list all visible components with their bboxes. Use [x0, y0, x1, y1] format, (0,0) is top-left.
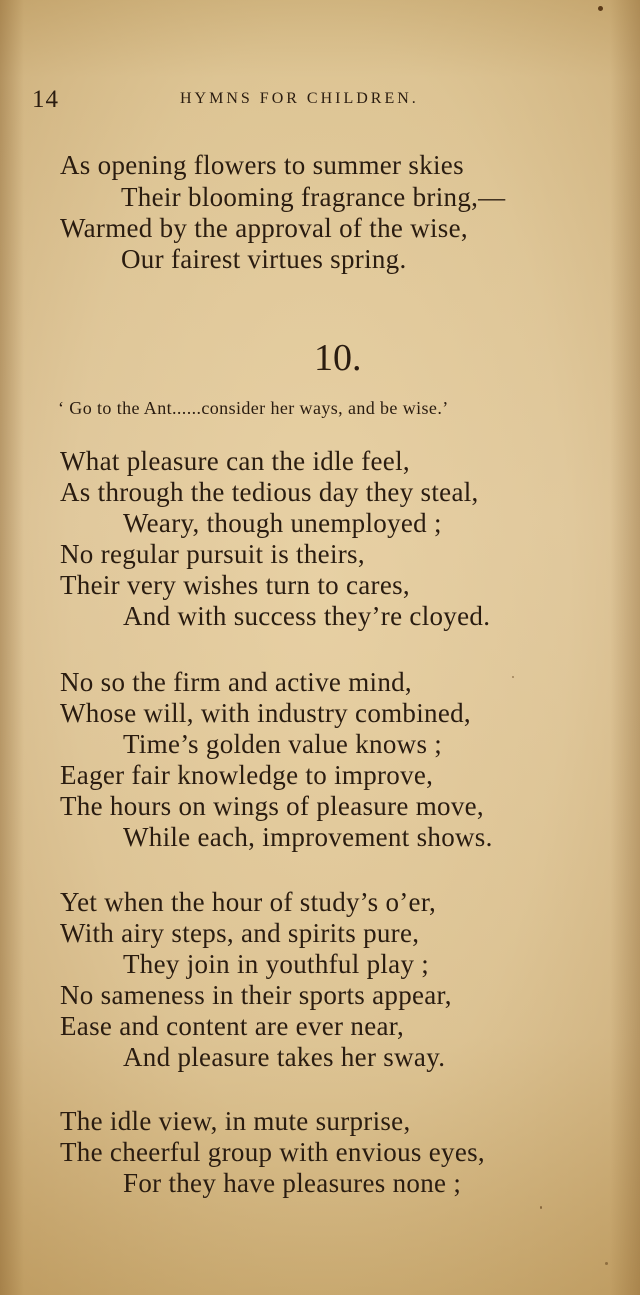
verse-line: No so the firm and active mind, [60, 667, 412, 697]
verse-line: Warmed by the approval of the wise, [60, 213, 468, 243]
verse-line: Time’s golden value knows ; [123, 729, 443, 759]
epigraph: ‘ Go to the Ant......consider her ways, and be wise.’ [58, 398, 449, 418]
verse-line: Ease and content are ever near, [60, 1011, 405, 1041]
verse-line: As opening flowers to summer skies [60, 150, 464, 180]
paper-speck [605, 1262, 608, 1265]
paper-speck [598, 6, 603, 11]
verse-line: While each, improvement shows. [123, 822, 493, 852]
verse-line: Whose will, with industry combined, [60, 698, 471, 728]
verse-line: And with success they’re cloyed. [123, 601, 491, 631]
page-edge-shadow-right [610, 0, 640, 1295]
verse-line: As through the tedious day they steal, [60, 477, 479, 507]
verse-line: The idle view, in mute surprise, [60, 1106, 411, 1136]
verse-line: Eager fair knowledge to improve, [60, 760, 434, 790]
verse-line: Our fairest virtues spring. [121, 244, 407, 274]
verse-line: Weary, though unemployed ; [123, 508, 442, 538]
verse-line: With airy steps, and spirits pure, [60, 918, 420, 948]
paper-speck [512, 676, 514, 678]
verse-line: The cheerful group with envious eyes, [60, 1137, 485, 1167]
paper-speck [540, 1206, 542, 1209]
verse-line: Their blooming fragrance bring,— [121, 182, 506, 212]
verse-line: And pleasure takes her sway. [123, 1042, 446, 1072]
verse-line: What pleasure can the idle feel, [60, 446, 410, 476]
running-head: HYMNS FOR CHILDREN. [180, 90, 419, 107]
verse-line: Yet when the hour of study’s o’er, [60, 887, 437, 917]
hymn-number: 10. [314, 337, 362, 379]
verse-line: The hours on wings of pleasure move, [60, 791, 484, 821]
verse-line: Their very wishes turn to cares, [60, 570, 410, 600]
page-number: 14 [32, 86, 59, 113]
page-edge-shadow-left [0, 0, 24, 1295]
verse-line: For they have pleasures none ; [123, 1168, 462, 1198]
verse-line: No regular pursuit is theirs, [60, 539, 365, 569]
verse-line: They join in youthful play ; [123, 949, 430, 979]
verse-line: No sameness in their sports appear, [60, 980, 452, 1010]
